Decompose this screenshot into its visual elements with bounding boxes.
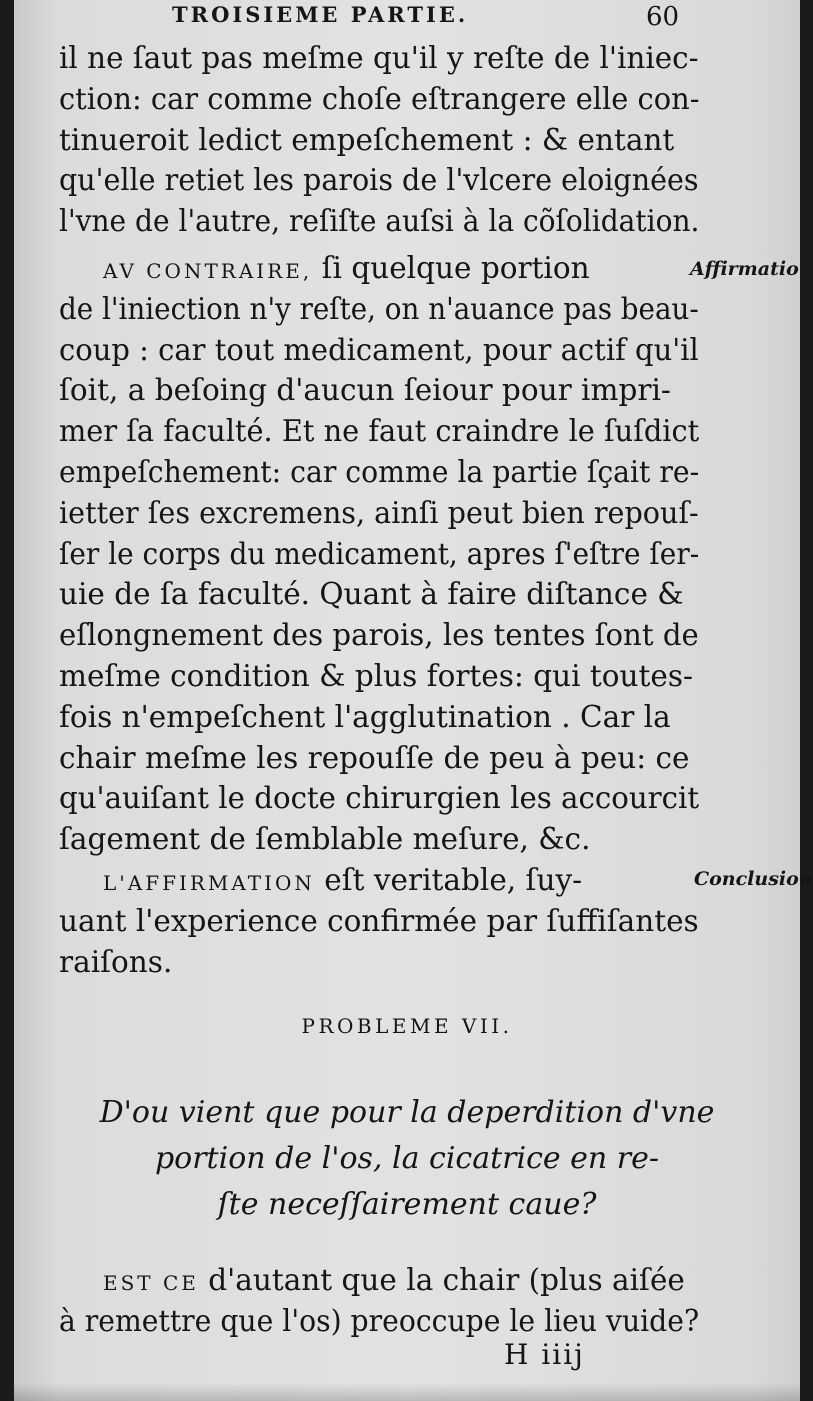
signature-mark: H iiij	[504, 1338, 585, 1371]
text-line: ſagement de ſemblable meſure, &c.	[59, 822, 591, 857]
question-line: ſte neceſſairement caue?	[217, 1187, 597, 1222]
line-rest: d'autant que la chair (plus aiſée	[198, 1263, 685, 1297]
line-rest: eſt veritable, ſuy-	[314, 863, 583, 897]
text-line: tinueroit ledict empeſchement : & entant	[59, 122, 675, 157]
question-line: D'ou vient que pour la deperdition d'vne	[99, 1095, 715, 1130]
text-line: uant l'experience confirmée par ſuffiſantes	[59, 903, 699, 938]
question-line: portion de l'os, la cicatrice en re-	[154, 1141, 660, 1176]
probleme-heading: PROBLEME VII.	[301, 1014, 513, 1038]
running-title: TROISIEME PARTIE.	[172, 2, 469, 27]
text-line: l'vne de l'autre, reſiſte auſsi à la cõſolidation.	[59, 204, 700, 239]
text-line: empeſchement: car comme la partie ſçait re-	[59, 454, 700, 489]
text-line	[59, 1260, 699, 1301]
text-line: chair meſme les repouſſe de peu à peu: ce	[59, 740, 690, 775]
margin-note-affirmation: Affirmatio	[690, 258, 799, 280]
paragraph-est-ce	[59, 1260, 699, 1342]
probleme-question	[14, 1090, 800, 1228]
text-line: fois n'empeſchent l'agglutination . Car la	[59, 699, 671, 734]
paragraph-au-contraire	[59, 248, 699, 860]
text-line: coup : car tout medicament, pour actif qu'il	[59, 332, 699, 367]
text-line: ſer le corps du medicament, apres ſ'eſtre ſer-	[59, 536, 700, 571]
text-line: qu'auiſant le docte chirurgien les accourcit	[59, 781, 700, 816]
page-number: 60	[646, 2, 680, 32]
paragraph-affirmation	[59, 860, 699, 982]
small-caps-lead: EST CE	[103, 1271, 199, 1295]
small-caps-lead: L'AFFIRMATION	[103, 871, 315, 895]
text-line: à remettre que l'os) preoccupe le lieu vuide?	[59, 1303, 700, 1338]
book-page	[14, 0, 813, 1401]
text-line: raiſons.	[59, 944, 173, 979]
margin-note-conclusion: Conclusion	[694, 868, 813, 890]
text-line: il ne ſaut pas meſme qu'il y reſte de l'iniec-	[59, 41, 699, 75]
text-line: qu'elle retiet les parois de l'vlcere eloignées	[59, 163, 699, 198]
text-line: eſlongnement des parois, les tentes ſont de	[59, 618, 699, 653]
text-line: ietter ſes excremens, ainſi peut bien repouſ-	[59, 495, 699, 530]
line-rest: ſi quelque portion	[312, 251, 590, 285]
text-line: ction: car comme choſe eſtrangere elle con-	[59, 81, 700, 116]
paragraph-continuation	[59, 38, 699, 242]
small-caps-lead: AV CONTRAIRE,	[103, 259, 313, 283]
text-line: ſoit, a beſoing d'aucun ſeiour pour impri-	[59, 373, 671, 408]
text-line: meſme condition & plus fortes: qui toutes-	[59, 658, 693, 693]
text-line: mer ſa faculté. Et ne faut craindre le ſuſdict	[59, 414, 700, 449]
text-line: uie de ſa faculté. Quant à faire diſtance &	[59, 577, 684, 612]
text-line: de l'iniection n'y reſte, on n'auance pas beau-	[59, 291, 699, 326]
text-line	[59, 248, 699, 289]
text-line	[59, 860, 699, 901]
